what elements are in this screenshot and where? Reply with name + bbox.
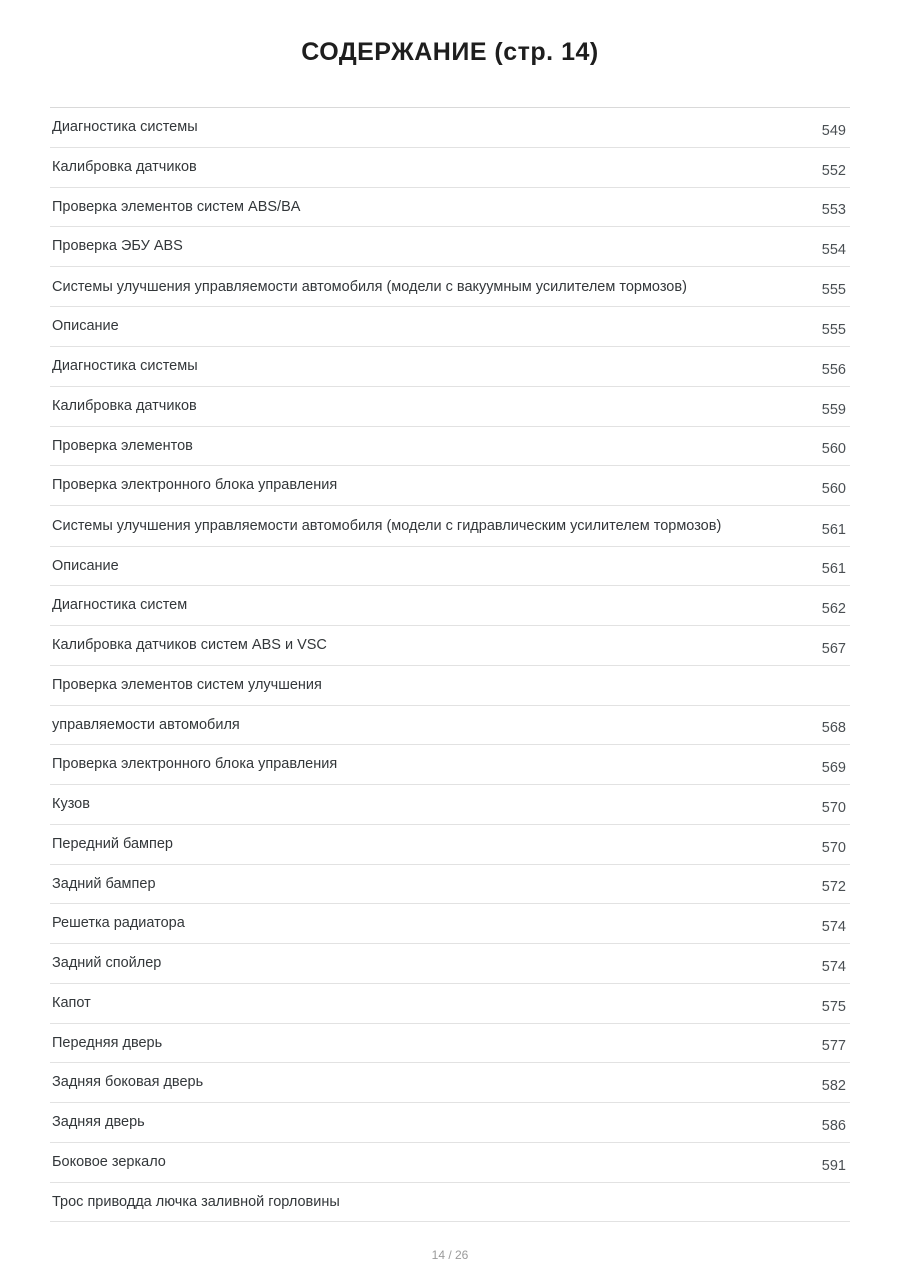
toc-entry-label: Диагностика системы — [52, 358, 198, 375]
toc-entry-label: Системы улучшения управляемости автомобиля (модели с вакуумным усилителем тормозов) — [52, 279, 687, 295]
toc-entry[interactable] — [50, 984, 850, 1024]
page-footer: 14 / 26 — [431, 1248, 469, 1263]
toc-entry-page: 582 — [821, 1078, 846, 1095]
toc-entry[interactable] — [50, 387, 850, 427]
toc-entry-page: 554 — [821, 242, 846, 258]
toc-entry-page: 562 — [821, 601, 846, 618]
toc-entry-label: Задний бампер — [52, 875, 156, 892]
toc-entry-page: 568 — [821, 720, 846, 737]
toc-entry-label: Калибровка датчиков систем ABS и VSC — [52, 637, 327, 654]
toc-entry[interactable] — [50, 148, 850, 188]
toc-entry[interactable] — [50, 944, 850, 984]
toc-entry[interactable] — [50, 1183, 850, 1223]
toc-entry-page: 556 — [821, 361, 846, 378]
toc-entry-label: Передняя дверь — [52, 1034, 163, 1051]
toc-entry[interactable] — [50, 904, 850, 944]
toc-entry-label: Проверка элементов систем ABS/BA — [52, 198, 301, 215]
toc-entry-label: Капот — [52, 994, 91, 1011]
toc-entry[interactable] — [50, 188, 850, 228]
toc-entry-page: 561 — [821, 521, 846, 538]
toc-entry-page: 555 — [821, 322, 846, 339]
toc-entry-label: Проверка элементов систем улучшения — [52, 676, 322, 693]
toc-entry-label: Задний спойлер — [52, 955, 162, 972]
toc-entry-label: Диагностика систем — [52, 597, 188, 614]
toc-entry-label: Калибровка датчиков — [52, 397, 197, 414]
toc-entry[interactable] — [50, 825, 850, 865]
toc-entry[interactable] — [50, 745, 850, 785]
toc-entry-page: 577 — [821, 1038, 846, 1055]
toc-entry[interactable] — [50, 1024, 850, 1064]
toc-entry-page: 575 — [821, 998, 846, 1015]
toc-entry[interactable] — [50, 1143, 850, 1183]
toc-entry[interactable] — [50, 626, 850, 666]
toc-entry[interactable] — [50, 547, 850, 587]
table-of-contents — [50, 108, 850, 1222]
toc-entry-label: Кузов — [52, 796, 90, 813]
toc-entry[interactable] — [50, 108, 850, 148]
toc-entry-page: 549 — [821, 122, 846, 139]
toc-entry-label: Трос приводда лючка заливной горловины — [52, 1193, 340, 1210]
toc-entry-page: 570 — [821, 839, 846, 856]
toc-entry-label: Проверка ЭБУ ABS — [52, 238, 183, 255]
toc-entry[interactable] — [50, 307, 850, 347]
toc-entry[interactable] — [50, 347, 850, 387]
toc-entry-page: 561 — [821, 561, 846, 578]
toc-entry-label: Проверка электронного блока управления — [52, 477, 338, 494]
toc-entry-label: Решетка радиатора — [52, 915, 185, 932]
toc-entry[interactable] — [50, 666, 850, 706]
toc-entry[interactable] — [50, 1063, 850, 1103]
toc-entry-page: 569 — [821, 760, 846, 777]
toc-entry-page: 586 — [821, 1117, 846, 1134]
toc-entry-label: управляемости автомобиля — [52, 716, 240, 733]
toc-entry-page: 560 — [821, 441, 846, 458]
toc-entry-page: 567 — [821, 640, 846, 657]
toc-entry[interactable] — [50, 267, 850, 307]
toc-entry-label: Диагностика системы — [52, 119, 198, 135]
toc-entry[interactable] — [50, 427, 850, 467]
toc-entry-page: 559 — [821, 401, 846, 418]
toc-entry[interactable] — [50, 506, 850, 546]
toc-entry-page: 570 — [821, 799, 846, 816]
toc-entry-page: 552 — [821, 162, 846, 179]
toc-entry-label: Задняя боковая дверь — [52, 1074, 204, 1091]
toc-entry-label: Системы улучшения управляемости автомобиля (модели с гидравлическим усилителем тормозов) — [52, 518, 722, 535]
toc-entry-label: Описание — [52, 557, 119, 574]
toc-entry-label: Проверка элементов — [52, 437, 193, 454]
toc-entry-label: Передний бампер — [52, 835, 173, 852]
toc-entry-label: Проверка электронного блока управления — [52, 756, 338, 773]
toc-entry-page: 553 — [821, 202, 846, 219]
toc-entry-label: Задняя дверь — [52, 1114, 145, 1131]
toc-entry-page: 560 — [821, 481, 846, 498]
toc-entry-page: 574 — [821, 919, 846, 936]
toc-entry-page: 574 — [821, 958, 846, 975]
toc-entry-label: Описание — [52, 318, 119, 335]
toc-entry-page: 555 — [821, 282, 846, 299]
toc-entry[interactable] — [50, 586, 850, 626]
toc-entry-page: 572 — [821, 879, 846, 896]
toc-entry-page: 591 — [821, 1157, 846, 1174]
toc-entry[interactable] — [50, 466, 850, 506]
toc-entry-label: Боковое зеркало — [52, 1153, 166, 1170]
toc-entry[interactable] — [50, 785, 850, 825]
page-title: СОДЕРЖАНИЕ (стр. 14) — [301, 38, 599, 66]
toc-entry[interactable] — [50, 706, 850, 746]
toc-entry[interactable] — [50, 1103, 850, 1143]
toc-entry[interactable] — [50, 865, 850, 905]
toc-entry[interactable] — [50, 227, 850, 267]
toc-entry-label: Калибровка датчиков — [52, 158, 197, 175]
